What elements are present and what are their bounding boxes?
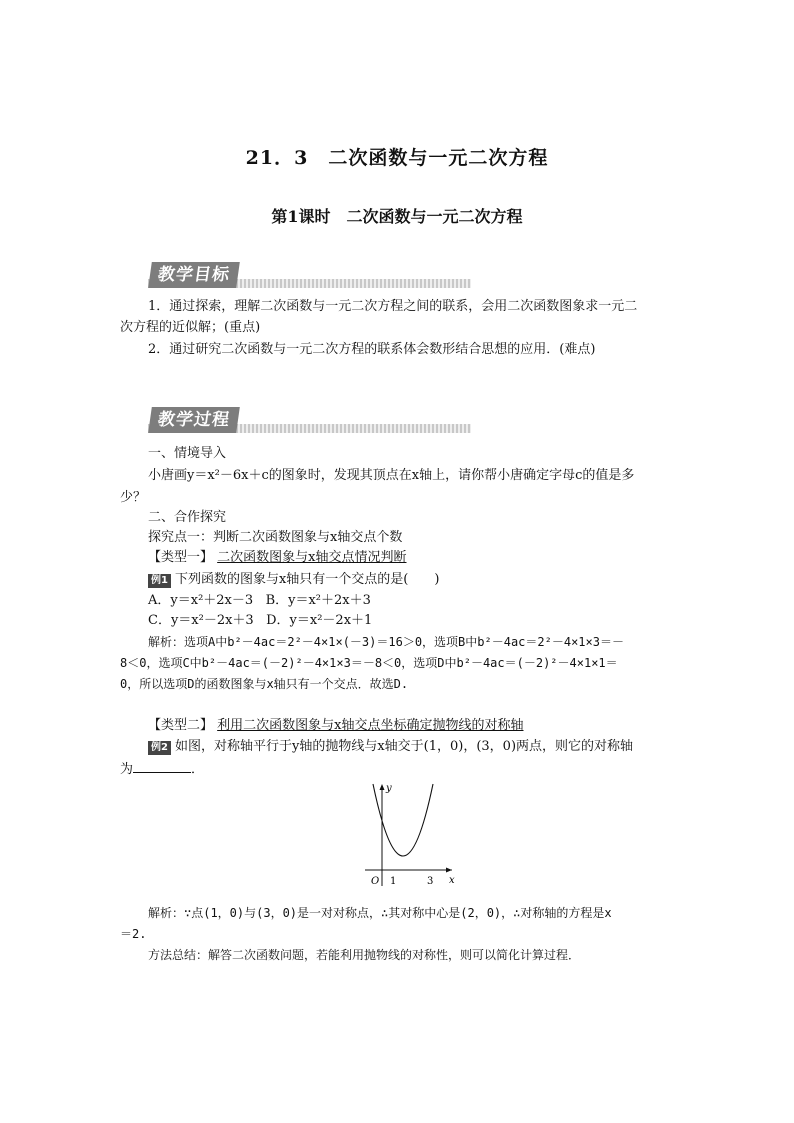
section-explore-heading: 二、合作探究 <box>148 510 227 525</box>
example-1-options-cd <box>148 611 372 631</box>
process-section-bar <box>148 407 471 437</box>
section-intro-heading: 一、情境导入 <box>148 446 227 461</box>
y-axis-label: y <box>386 783 392 794</box>
type2-tag: 【类型二】 <box>148 718 214 733</box>
type2-heading <box>148 716 524 736</box>
example-1-question <box>148 570 439 590</box>
tick-label-3: 3 <box>427 876 434 887</box>
example-2-text: 如图，对称轴平行于y轴的抛物线与x轴交于(1，0)，(3，0)两点，则它的对称轴 <box>174 739 634 754</box>
type1-tag: 【类型一】 <box>148 550 214 565</box>
example-1-solution-line2: 8＜0，选项C中b²－4ac＝(－2)²－4×1×3＝－8＜0，选项D中b²－4ac＝(－2)²－4×1×1＝ <box>120 656 618 670</box>
example-1-solution-line3: 0，所以选项D的函数图象与x轴只有一个交点．故选D. <box>120 677 409 691</box>
answer-blank[interactable] <box>133 758 191 773</box>
goal-item-1-cont: 次方程的近似解；(重点) <box>120 320 261 335</box>
example-2-solution-line2: ＝2. <box>120 927 147 941</box>
example-2-text-end: ． <box>191 762 205 777</box>
type2-title: 利用二次函数图象与x轴交点坐标确定抛物线的对称轴 <box>217 718 524 733</box>
example-2-solution-line1: 解析：∵点(1，0)与(3，0)是一对对称点，∴其对称中心是(2，0)，∴对称轴的方程是x <box>148 906 612 920</box>
goals-section-bar <box>148 262 471 292</box>
explore-point-1: 探究点一：判断二次函数图象与x轴交点个数 <box>148 530 403 545</box>
type1-heading <box>148 548 407 568</box>
y-axis-arrow <box>380 784 385 790</box>
origin-label: O <box>371 876 380 887</box>
method-summary: 方法总结：解答二次函数问题，若能利用抛物线的对称性，则可以简化计算过程． <box>148 948 581 962</box>
lesson-subtitle: 第1课时 二次函数与一元二次方程 <box>271 207 523 226</box>
type1-title: 二次函数图象与x轴交点情况判断 <box>217 550 407 565</box>
example-1-solution-line1: 解析：选项A中b²－4ac＝2²－4×1×(－3)＝16＞0，选项B中b²－4ac＝2²－4×1×3＝－ <box>148 635 624 649</box>
example-2-text-2: 为 <box>120 762 134 777</box>
page-title: 21．3 二次函数与一元二次方程 <box>245 147 549 169</box>
example-2-badge: 例2 <box>148 741 171 755</box>
example-1-badge: 例1 <box>148 574 171 588</box>
goal-item-2: 2．通过研究二次函数与一元二次方程的联系体会数形结合思想的应用．(难点) <box>148 342 596 357</box>
example-2-question-line2 <box>120 758 204 780</box>
goal-item-1: 1．通过探索，理解二次函数与一元二次方程之间的联系，会用二次函数图象求一元二 <box>148 299 638 314</box>
example-2-question <box>148 737 633 757</box>
x-axis-label: x <box>449 875 455 886</box>
tick-label-1: 1 <box>390 876 397 887</box>
intro-problem-line2: 少？ <box>120 490 147 505</box>
option-d: D．y＝x²－2x＋1 <box>266 613 373 628</box>
goals-heading: 教学目标 <box>148 262 240 288</box>
option-c: C．y＝x²－2x＋3 <box>148 613 254 628</box>
process-heading: 教学过程 <box>148 407 240 433</box>
intro-problem-line1: 小唐画y＝x²－6x＋c的图象时，发现其顶点在x轴上，请你帮小唐确定字母c的值是多 <box>148 468 635 483</box>
option-b: B．y＝x²＋2x＋3 <box>265 593 371 608</box>
option-a: A．y＝x²＋2x－3 <box>148 593 254 608</box>
example-1-text: 下列函数的图象与x轴只有一个交点的是( ) <box>174 572 440 587</box>
example-1-options-ab <box>148 591 371 611</box>
x-axis-arrow <box>446 868 452 873</box>
parabola-figure <box>360 778 464 890</box>
